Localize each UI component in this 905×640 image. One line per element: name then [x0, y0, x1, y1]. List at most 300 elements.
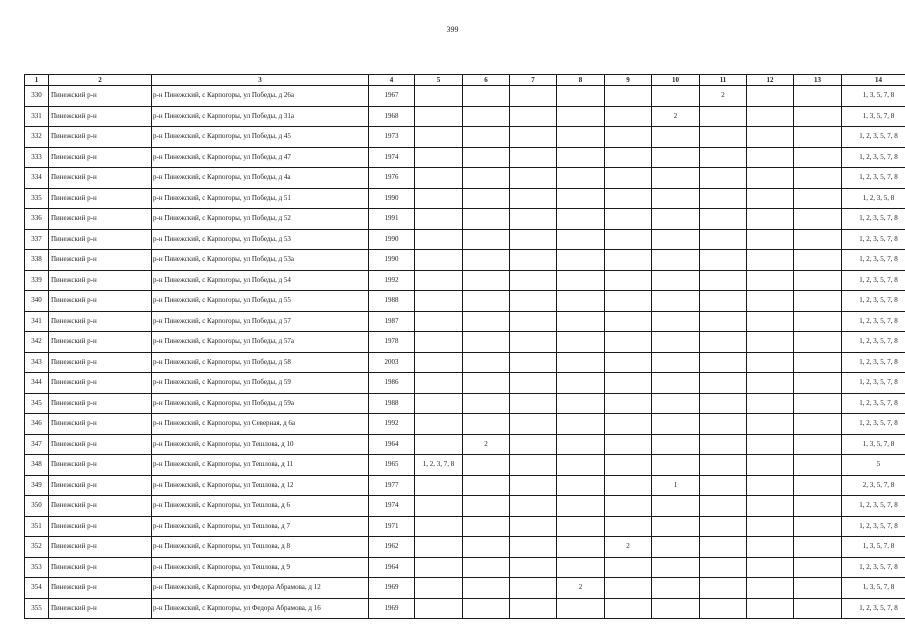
col9-cell	[605, 147, 652, 168]
address-cell: р-н Пинежский, с Карпогоры, ул Победы, д 51	[152, 188, 369, 209]
col14-cell: 1, 2, 3, 5, 7, 8	[842, 373, 905, 394]
col6-cell	[463, 311, 510, 332]
table-row	[25, 537, 905, 558]
col6-cell	[463, 332, 510, 353]
col7-cell	[510, 434, 557, 455]
district-cell: Пинежский р-н	[49, 475, 152, 496]
col14-cell: 1, 2, 3, 5, 7, 8	[842, 147, 905, 168]
col8-cell: 2	[557, 578, 605, 599]
col7-cell	[510, 188, 557, 209]
address-cell: р-н Пинежский, с Карпогоры, ул Победы, д 4а	[152, 168, 369, 189]
address-cell: р-н Пинежский, с Карпогоры, ул Федора Абрамова, д 16	[152, 598, 369, 619]
col10-cell	[652, 188, 700, 209]
col9-cell	[605, 229, 652, 250]
district-cell: Пинежский р-н	[49, 270, 152, 291]
col9-cell	[605, 127, 652, 148]
col5-cell	[415, 557, 463, 578]
col13-cell	[794, 229, 842, 250]
data-table	[24, 74, 905, 619]
col13-cell	[794, 557, 842, 578]
col9-cell	[605, 475, 652, 496]
row-number: 345	[25, 393, 49, 414]
row-number: 330	[25, 86, 49, 107]
col8-cell	[557, 209, 605, 230]
table-row	[25, 291, 905, 312]
row-number: 346	[25, 414, 49, 435]
district-cell: Пинежский р-н	[49, 209, 152, 230]
district-cell: Пинежский р-н	[49, 86, 152, 107]
col12-cell	[747, 311, 794, 332]
address-cell: р-н Пинежский, с Карпогоры, ул Победы, д 57	[152, 311, 369, 332]
col9-cell	[605, 352, 652, 373]
col6-cell	[463, 291, 510, 312]
col9-cell	[605, 188, 652, 209]
district-cell: Пинежский р-н	[49, 250, 152, 271]
year-cell: 1971	[369, 516, 415, 537]
col11-cell	[700, 496, 747, 517]
table-row	[25, 475, 905, 496]
district-cell: Пинежский р-н	[49, 393, 152, 414]
address-cell: р-н Пинежский, с Карпогоры, ул Тешлова, д 11	[152, 455, 369, 476]
col10-cell	[652, 496, 700, 517]
col12-cell	[747, 557, 794, 578]
col9-cell	[605, 393, 652, 414]
col11-cell	[700, 598, 747, 619]
col7-cell	[510, 332, 557, 353]
col11-cell	[700, 147, 747, 168]
row-number: 335	[25, 188, 49, 209]
table-row	[25, 373, 905, 394]
col11-cell	[700, 209, 747, 230]
column-header-11: 11	[700, 75, 747, 86]
col9-cell	[605, 270, 652, 291]
col7-cell	[510, 475, 557, 496]
table-row	[25, 516, 905, 537]
table-row	[25, 352, 905, 373]
col5-cell	[415, 250, 463, 271]
col8-cell	[557, 311, 605, 332]
col10-cell	[652, 311, 700, 332]
column-header-9: 9	[605, 75, 652, 86]
address-cell: р-н Пинежский, с Карпогоры, ул Победы, д 52	[152, 209, 369, 230]
table-row	[25, 147, 905, 168]
col13-cell	[794, 393, 842, 414]
col8-cell	[557, 270, 605, 291]
district-cell: Пинежский р-н	[49, 229, 152, 250]
col12-cell	[747, 291, 794, 312]
col13-cell	[794, 414, 842, 435]
col5-cell	[415, 393, 463, 414]
col14-cell: 1, 2, 3, 5, 7, 8	[842, 352, 905, 373]
row-number: 355	[25, 598, 49, 619]
year-cell: 1991	[369, 209, 415, 230]
district-cell: Пинежский р-н	[49, 127, 152, 148]
col8-cell	[557, 106, 605, 127]
address-cell: р-н Пинежский, с Карпогоры, ул Тешлова, д 12	[152, 475, 369, 496]
col10-cell	[652, 250, 700, 271]
col6-cell	[463, 209, 510, 230]
col5-cell	[415, 188, 463, 209]
col13-cell	[794, 188, 842, 209]
col5-cell	[415, 332, 463, 353]
col13-cell	[794, 516, 842, 537]
col7-cell	[510, 147, 557, 168]
row-number: 343	[25, 352, 49, 373]
col6-cell	[463, 598, 510, 619]
district-cell: Пинежский р-н	[49, 537, 152, 558]
col9-cell	[605, 557, 652, 578]
district-cell: Пинежский р-н	[49, 598, 152, 619]
col8-cell	[557, 250, 605, 271]
col6-cell	[463, 270, 510, 291]
col14-cell: 1, 3, 5, 7, 8	[842, 86, 905, 107]
col8-cell	[557, 229, 605, 250]
year-cell: 1974	[369, 496, 415, 517]
col10-cell	[652, 352, 700, 373]
col14-cell: 1, 2, 3, 5, 8	[842, 188, 905, 209]
row-number: 332	[25, 127, 49, 148]
district-cell: Пинежский р-н	[49, 188, 152, 209]
col8-cell	[557, 86, 605, 107]
col14-cell: 1, 2, 3, 5, 7, 8	[842, 250, 905, 271]
col5-cell	[415, 434, 463, 455]
col11-cell	[700, 352, 747, 373]
col13-cell	[794, 86, 842, 107]
column-header-8: 8	[557, 75, 605, 86]
col10-cell	[652, 168, 700, 189]
col8-cell	[557, 557, 605, 578]
column-header-3: 3	[152, 75, 369, 86]
col12-cell	[747, 475, 794, 496]
col14-cell: 1, 2, 3, 5, 7, 8	[842, 291, 905, 312]
column-header-6: 6	[463, 75, 510, 86]
col6-cell	[463, 106, 510, 127]
table-row	[25, 229, 905, 250]
col12-cell	[747, 127, 794, 148]
col6-cell	[463, 455, 510, 476]
col12-cell	[747, 598, 794, 619]
table-row	[25, 332, 905, 353]
year-cell: 1990	[369, 188, 415, 209]
col9-cell	[605, 414, 652, 435]
district-cell: Пинежский р-н	[49, 455, 152, 476]
column-header-12: 12	[747, 75, 794, 86]
col7-cell	[510, 168, 557, 189]
table-row	[25, 86, 905, 107]
col10-cell	[652, 373, 700, 394]
col10-cell: 2	[652, 106, 700, 127]
district-cell: Пинежский р-н	[49, 516, 152, 537]
col6-cell	[463, 127, 510, 148]
col11-cell	[700, 434, 747, 455]
col9-cell	[605, 516, 652, 537]
year-cell: 1969	[369, 578, 415, 599]
col5-cell	[415, 496, 463, 517]
district-cell: Пинежский р-н	[49, 373, 152, 394]
col6-cell	[463, 352, 510, 373]
col12-cell	[747, 373, 794, 394]
col14-cell: 1, 2, 3, 5, 7, 8	[842, 209, 905, 230]
col6-cell	[463, 86, 510, 107]
col12-cell	[747, 229, 794, 250]
col9-cell	[605, 598, 652, 619]
col14-cell: 1, 2, 3, 5, 7, 8	[842, 496, 905, 517]
col11-cell	[700, 270, 747, 291]
col5-cell	[415, 147, 463, 168]
row-number: 354	[25, 578, 49, 599]
column-header-1: 1	[25, 75, 49, 86]
row-number: 350	[25, 496, 49, 517]
col8-cell	[557, 373, 605, 394]
col6-cell	[463, 168, 510, 189]
address-cell: р-н Пинежский, с Карпогоры, ул Победы, д 45	[152, 127, 369, 148]
col12-cell	[747, 106, 794, 127]
col13-cell	[794, 496, 842, 517]
row-number: 351	[25, 516, 49, 537]
table-row	[25, 168, 905, 189]
table-row	[25, 496, 905, 517]
address-cell: р-н Пинежский, с Карпогоры, ул Победы, д 47	[152, 147, 369, 168]
col7-cell	[510, 414, 557, 435]
col8-cell	[557, 393, 605, 414]
year-cell: 2003	[369, 352, 415, 373]
col14-cell: 1, 2, 3, 5, 7, 8	[842, 168, 905, 189]
col12-cell	[747, 537, 794, 558]
col5-cell	[415, 311, 463, 332]
col11-cell	[700, 332, 747, 353]
col13-cell	[794, 270, 842, 291]
col8-cell	[557, 291, 605, 312]
year-cell: 1965	[369, 455, 415, 476]
col5-cell	[415, 598, 463, 619]
year-cell: 1964	[369, 434, 415, 455]
table-row	[25, 209, 905, 230]
col5-cell	[415, 373, 463, 394]
col9-cell	[605, 168, 652, 189]
year-cell: 1986	[369, 373, 415, 394]
row-number: 344	[25, 373, 49, 394]
address-cell: р-н Пинежский, с Карпогоры, ул Победы, д 59а	[152, 393, 369, 414]
col8-cell	[557, 496, 605, 517]
col7-cell	[510, 393, 557, 414]
col5-cell	[415, 209, 463, 230]
col9-cell	[605, 86, 652, 107]
col10-cell: 1	[652, 475, 700, 496]
header-row	[25, 75, 905, 86]
col8-cell	[557, 332, 605, 353]
address-cell: р-н Пинежский, с Карпогоры, ул Победы, д 59	[152, 373, 369, 394]
col11-cell	[700, 475, 747, 496]
district-cell: Пинежский р-н	[49, 291, 152, 312]
col8-cell	[557, 598, 605, 619]
col13-cell	[794, 434, 842, 455]
page-number: 399	[446, 25, 459, 34]
col13-cell	[794, 250, 842, 271]
col7-cell	[510, 516, 557, 537]
col9-cell	[605, 496, 652, 517]
col14-cell: 1, 2, 3, 5, 7, 8	[842, 516, 905, 537]
col12-cell	[747, 434, 794, 455]
table-row	[25, 393, 905, 414]
col13-cell	[794, 578, 842, 599]
col7-cell	[510, 127, 557, 148]
col6-cell	[463, 475, 510, 496]
row-number: 341	[25, 311, 49, 332]
col10-cell	[652, 291, 700, 312]
col14-cell: 5	[842, 455, 905, 476]
address-cell: р-н Пинежский, с Карпогоры, ул Тешлова, д 10	[152, 434, 369, 455]
col13-cell	[794, 147, 842, 168]
col12-cell	[747, 352, 794, 373]
col13-cell	[794, 537, 842, 558]
col11-cell	[700, 537, 747, 558]
col12-cell	[747, 578, 794, 599]
col8-cell	[557, 168, 605, 189]
col10-cell	[652, 537, 700, 558]
col10-cell	[652, 598, 700, 619]
table-row	[25, 127, 905, 148]
col12-cell	[747, 270, 794, 291]
col14-cell: 1, 2, 3, 5, 7, 8	[842, 270, 905, 291]
col5-cell	[415, 106, 463, 127]
col12-cell	[747, 209, 794, 230]
col7-cell	[510, 496, 557, 517]
col7-cell	[510, 311, 557, 332]
col10-cell	[652, 86, 700, 107]
col7-cell	[510, 209, 557, 230]
col6-cell	[463, 516, 510, 537]
row-number: 352	[25, 537, 49, 558]
col9-cell	[605, 250, 652, 271]
row-number: 336	[25, 209, 49, 230]
col5-cell	[415, 537, 463, 558]
col8-cell	[557, 455, 605, 476]
col10-cell	[652, 434, 700, 455]
table-row	[25, 106, 905, 127]
col14-cell: 1, 3, 5, 7, 8	[842, 106, 905, 127]
col5-cell	[415, 168, 463, 189]
col10-cell	[652, 455, 700, 476]
column-header-13: 13	[794, 75, 842, 86]
col11-cell	[700, 127, 747, 148]
col13-cell	[794, 475, 842, 496]
district-cell: Пинежский р-н	[49, 332, 152, 353]
col12-cell	[747, 250, 794, 271]
col10-cell	[652, 127, 700, 148]
col13-cell	[794, 311, 842, 332]
year-cell: 1967	[369, 86, 415, 107]
col6-cell	[463, 557, 510, 578]
col8-cell	[557, 352, 605, 373]
column-header-2: 2	[49, 75, 152, 86]
row-number: 333	[25, 147, 49, 168]
col6-cell	[463, 229, 510, 250]
address-cell: р-н Пинежский, с Карпогоры, ул Тешлова, д 7	[152, 516, 369, 537]
col14-cell: 1, 2, 3, 5, 7, 8	[842, 229, 905, 250]
col8-cell	[557, 434, 605, 455]
col13-cell	[794, 291, 842, 312]
row-number: 340	[25, 291, 49, 312]
table-row	[25, 414, 905, 435]
col7-cell	[510, 537, 557, 558]
col11-cell	[700, 250, 747, 271]
row-number: 353	[25, 557, 49, 578]
col10-cell	[652, 393, 700, 414]
year-cell: 1990	[369, 229, 415, 250]
row-number: 338	[25, 250, 49, 271]
col13-cell	[794, 373, 842, 394]
col11-cell	[700, 455, 747, 476]
col11-cell	[700, 311, 747, 332]
col5-cell	[415, 516, 463, 537]
year-cell: 1992	[369, 270, 415, 291]
table-body	[25, 86, 905, 619]
col11-cell	[700, 516, 747, 537]
col13-cell	[794, 455, 842, 476]
col13-cell	[794, 106, 842, 127]
col7-cell	[510, 229, 557, 250]
year-cell: 1988	[369, 393, 415, 414]
col9-cell	[605, 332, 652, 353]
col12-cell	[747, 393, 794, 414]
year-cell: 1976	[369, 168, 415, 189]
year-cell: 1974	[369, 147, 415, 168]
col5-cell	[415, 414, 463, 435]
col14-cell: 1, 2, 3, 5, 7, 8	[842, 557, 905, 578]
col5-cell	[415, 475, 463, 496]
col8-cell	[557, 537, 605, 558]
column-header-5: 5	[415, 75, 463, 86]
column-header-7: 7	[510, 75, 557, 86]
col12-cell	[747, 188, 794, 209]
col13-cell	[794, 598, 842, 619]
col10-cell	[652, 557, 700, 578]
col10-cell	[652, 209, 700, 230]
col6-cell	[463, 578, 510, 599]
address-cell: р-н Пинежский, с Карпогоры, ул Победы, д 26а	[152, 86, 369, 107]
col5-cell: 1, 2, 3, 7, 8	[415, 455, 463, 476]
col5-cell	[415, 127, 463, 148]
address-cell: р-н Пинежский, с Карпогоры, ул Победы, д 53	[152, 229, 369, 250]
col14-cell: 1, 3, 5, 7, 8	[842, 434, 905, 455]
col11-cell	[700, 373, 747, 394]
col13-cell	[794, 209, 842, 230]
table-row	[25, 598, 905, 619]
col9-cell	[605, 106, 652, 127]
col9-cell	[605, 455, 652, 476]
address-cell: р-н Пинежский, с Карпогоры, ул Победы, д 57а	[152, 332, 369, 353]
col11-cell	[700, 393, 747, 414]
col7-cell	[510, 250, 557, 271]
col7-cell	[510, 352, 557, 373]
col13-cell	[794, 168, 842, 189]
table-row	[25, 578, 905, 599]
table-header	[25, 75, 905, 86]
row-number: 342	[25, 332, 49, 353]
address-cell: р-н Пинежский, с Карпогоры, ул Победы, д 54	[152, 270, 369, 291]
col12-cell	[747, 516, 794, 537]
table-row	[25, 434, 905, 455]
address-cell: р-н Пинежский, с Карпогоры, ул Тешлова, д 9	[152, 557, 369, 578]
year-cell: 1977	[369, 475, 415, 496]
col11-cell: 2	[700, 86, 747, 107]
address-cell: р-н Пинежский, с Карпогоры, ул Победы, д 55	[152, 291, 369, 312]
year-cell: 1962	[369, 537, 415, 558]
row-number: 334	[25, 168, 49, 189]
col10-cell	[652, 229, 700, 250]
col14-cell: 1, 3, 5, 7, 8	[842, 578, 905, 599]
year-cell: 1992	[369, 414, 415, 435]
